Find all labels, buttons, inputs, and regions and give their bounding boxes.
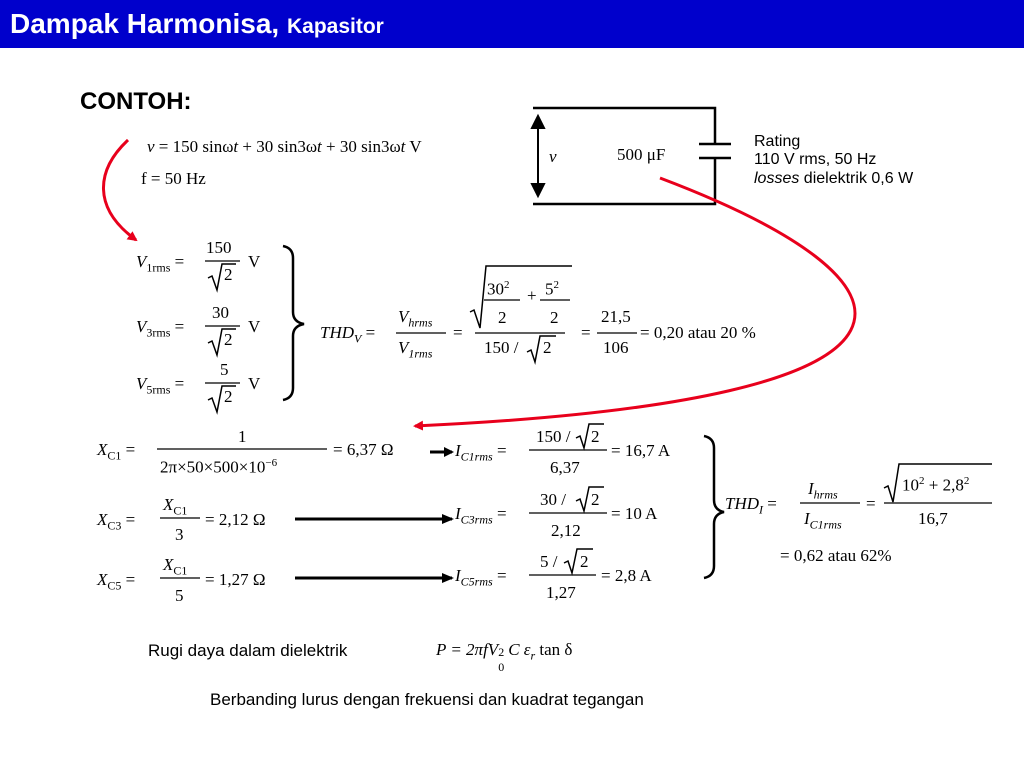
thd-v-eq2: = bbox=[453, 323, 463, 342]
xc5-result: = 1,27 Ω bbox=[205, 570, 266, 589]
thd-v-den2-root: 2 bbox=[543, 338, 552, 357]
thd-v-den2: 150 / bbox=[484, 338, 519, 357]
rms-v1-lhs: $V_{1rms}$ = bbox=[136, 252, 185, 275]
ic3-num-root: 2 bbox=[591, 490, 600, 509]
xc5-lhs: $X_{C5}$ = bbox=[97, 570, 136, 593]
thd-i-eq2: = bbox=[866, 494, 876, 513]
ic5-den: 1,27 bbox=[546, 583, 576, 602]
thd-i-num1: $I_{hrms}$ bbox=[808, 479, 838, 502]
loss-formula: P = 2πfV 2 0 C $\varepsilon_r$ tan δ bbox=[436, 640, 573, 674]
thd-v-rad-a: $30^2$ bbox=[487, 279, 510, 299]
thd-v-lhs: $THD_V$ = bbox=[320, 323, 376, 346]
ic1-lhs: $I_{C1rms}$ = bbox=[455, 441, 507, 464]
rms-v5-num: 5 bbox=[220, 360, 229, 379]
thd-i-lhs: $THD_I$ = bbox=[725, 494, 777, 517]
ic1-den: 6,37 bbox=[550, 458, 580, 477]
xc3-num: $X_{C1}$ bbox=[163, 495, 188, 518]
ic5-result: = 2,8 A bbox=[601, 566, 652, 585]
thd-i-result: = 0,62 atau 62% bbox=[780, 546, 892, 565]
rms-v3-unit: V bbox=[248, 317, 261, 336]
frequency-equation: f = 50 Hz bbox=[141, 169, 206, 188]
rms-v1-num: 150 bbox=[206, 238, 232, 257]
xc1-result: = 6,37 Ω bbox=[333, 440, 394, 459]
xc1-num: 1 bbox=[238, 427, 247, 446]
rating-voltage: 110 V rms, 50 Hz bbox=[754, 151, 877, 169]
rms-v1-unit: V bbox=[248, 252, 261, 271]
rating-losses: losses dielektrik 0,6 W bbox=[754, 169, 914, 187]
thd-i-rad: $10^2 + 2,8^2$ bbox=[902, 475, 970, 495]
ic3-lhs: $I_{C3rms}$ = bbox=[455, 504, 507, 527]
title-sub: Kapasitor bbox=[287, 15, 384, 38]
xc5-den: 5 bbox=[175, 586, 184, 605]
thd-v-rad-den-b: 2 bbox=[550, 308, 559, 327]
thd-v-num3: 21,5 bbox=[601, 307, 631, 326]
thd-v-eq3: = bbox=[581, 323, 591, 342]
thd-i-den1: $I_{C1rms}$ bbox=[804, 509, 842, 532]
red-arrow-voltage bbox=[103, 140, 136, 240]
xc1-den: $2\pi\times 50\times 500\times 10^{-6}$ bbox=[160, 457, 278, 477]
voltage-equation: v = 150 sinωt + 30 sin3ωt + 30 sin3ωt V bbox=[147, 137, 422, 156]
thd-v-rad-plus: + bbox=[527, 286, 537, 305]
brace-currents bbox=[704, 436, 724, 578]
footer-note: Berbanding lurus dengan frekuensi dan kuadrat tegangan bbox=[210, 690, 644, 709]
thd-v-rad-b: $5^2$ bbox=[545, 279, 559, 299]
thd-i-den2: 16,7 bbox=[918, 509, 948, 528]
heading-contoh: CONTOH: bbox=[80, 88, 192, 115]
thd-v-rad-den-a: 2 bbox=[498, 308, 507, 327]
xc3-den: 3 bbox=[175, 525, 184, 544]
voltage-arrow bbox=[532, 116, 544, 196]
rms-v5-lhs: $V_{5rms}$ = bbox=[136, 374, 185, 397]
thd-v-den1: $V_{1rms}$ bbox=[398, 338, 433, 361]
ic3-result: = 10 A bbox=[611, 504, 658, 523]
ic1-result: = 16,7 A bbox=[611, 441, 671, 460]
red-arrow-capacitance bbox=[415, 178, 855, 426]
rms-v5-unit: V bbox=[248, 374, 261, 393]
ic5-lhs: $I_{C5rms}$ = bbox=[455, 566, 507, 589]
ic5-num-root: 2 bbox=[580, 552, 589, 571]
xc1-lhs: $X_{C1}$ = bbox=[97, 440, 136, 463]
loss-label: Rugi daya dalam dielektrik bbox=[148, 641, 348, 660]
source-voltage-label: v bbox=[549, 147, 557, 166]
sqrt-signs bbox=[208, 264, 992, 573]
ic5-num: 5 / bbox=[540, 552, 558, 571]
brace-vrms bbox=[283, 246, 304, 400]
ic1-num: 150 / bbox=[536, 427, 571, 446]
title-main: Dampak Harmonisa, bbox=[10, 8, 280, 39]
rms-v1-den: 2 bbox=[224, 265, 233, 284]
rms-v3-lhs: $V_{3rms}$ = bbox=[136, 317, 185, 340]
rms-v5-den: 2 bbox=[224, 387, 233, 406]
rating-block bbox=[754, 133, 913, 188]
thd-v-result: = 0,20 atau 20 % bbox=[640, 323, 756, 342]
thd-v-num1: $V_{hrms}$ bbox=[398, 307, 433, 330]
rating-label: Rating bbox=[754, 133, 801, 150]
xc3-lhs: $X_{C3}$ = bbox=[97, 510, 136, 533]
xc3-result: = 2,12 Ω bbox=[205, 510, 266, 529]
ic3-num: 30 / bbox=[540, 490, 566, 509]
ic1-num-root: 2 bbox=[591, 427, 600, 446]
xc5-num: $X_{C1}$ bbox=[163, 555, 188, 578]
ic3-den: 2,12 bbox=[551, 521, 581, 540]
rms-v3-num: 30 bbox=[212, 303, 229, 322]
capacitance-label: 500 μF bbox=[617, 145, 666, 164]
thd-v-den3: 106 bbox=[603, 338, 629, 357]
rms-v3-den: 2 bbox=[224, 330, 233, 349]
